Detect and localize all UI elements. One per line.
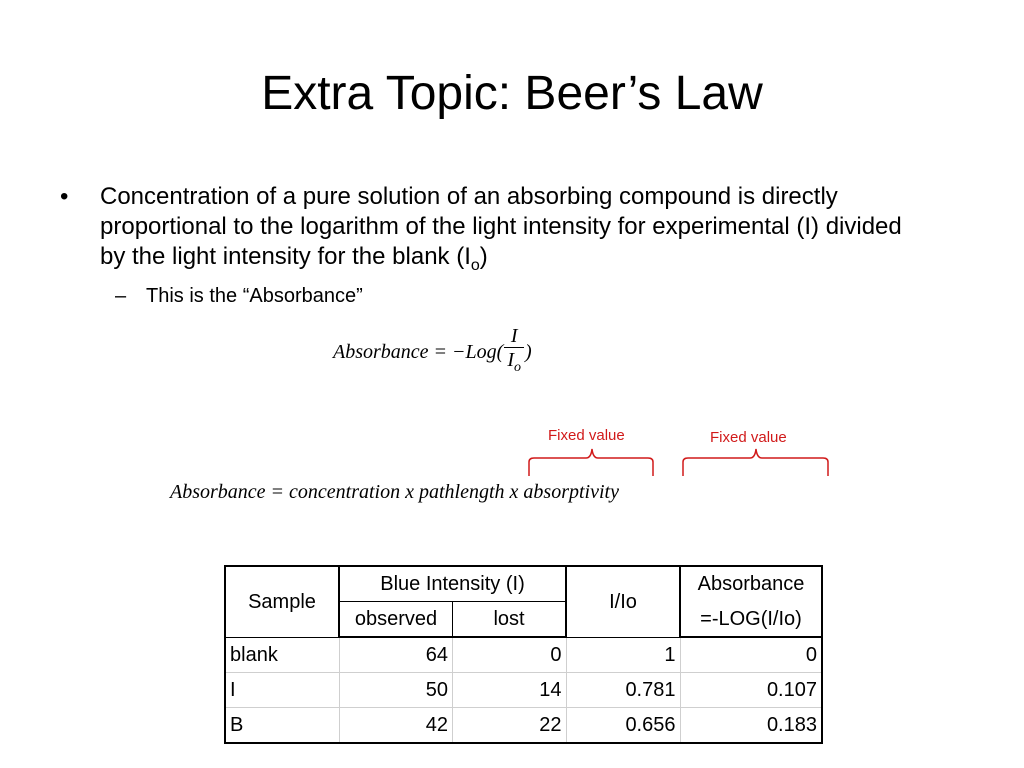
bullet-list bbox=[58, 182, 958, 309]
bullet-dot-icon: • bbox=[60, 183, 69, 210]
cell-observed: 50 bbox=[339, 673, 453, 708]
cell-ratio: 0.781 bbox=[566, 673, 680, 708]
sub-bullet-text: This is the “Absorbance” bbox=[146, 284, 363, 307]
cell-observed: 64 bbox=[339, 637, 453, 673]
absorbance-log-equation bbox=[333, 320, 532, 384]
brace-icon-absorptivity bbox=[680, 444, 832, 478]
cell-absorbance: 0 bbox=[680, 637, 822, 673]
bullet-item bbox=[58, 182, 958, 281]
slide-title: Extra Topic: Beer’s Law bbox=[261, 67, 763, 120]
table-row bbox=[225, 708, 822, 744]
bullet-text bbox=[100, 182, 920, 281]
cell-lost: 14 bbox=[453, 673, 567, 708]
cell-absorbance: 0.183 bbox=[766, 714, 817, 736]
bullet-closing: ) bbox=[479, 243, 488, 270]
absorbance-table bbox=[224, 565, 823, 744]
cell-sample: blank bbox=[225, 637, 339, 673]
cell-observed: 42 bbox=[339, 708, 453, 744]
cell-lost: 0 bbox=[453, 637, 567, 673]
cell-ratio: 1 bbox=[566, 637, 680, 673]
header-lost: lost bbox=[453, 602, 567, 638]
bullet-main-text: Concentration of a pure solution of an absorbing compound is directly proportional to the logarithm of the light intensity for experimental (I) divided by the light intensity for the blank (I bbox=[100, 183, 902, 270]
cell-ratio: 0.656 bbox=[566, 708, 680, 744]
fraction-denominator bbox=[504, 347, 524, 380]
cell-sample: B bbox=[225, 708, 339, 744]
sub-bullet-item bbox=[58, 283, 958, 309]
denominator-subscript: o bbox=[513, 359, 521, 375]
brace-icon-pathlength bbox=[526, 444, 656, 478]
equation1-lhs: Absorbance = −Log( bbox=[333, 340, 504, 363]
equation1-rhs: ) bbox=[524, 340, 532, 363]
cell-absorbance: 0.107 bbox=[680, 673, 822, 708]
table-row bbox=[225, 673, 822, 708]
fraction-numerator: I bbox=[510, 324, 518, 347]
header-ratio: I/Io bbox=[566, 566, 680, 637]
beer-law-equation: Absorbance = concentration x pathlength x absorptivity bbox=[170, 481, 619, 503]
bullet-subscript: o bbox=[470, 256, 480, 274]
header-observed: observed bbox=[339, 602, 453, 638]
header-blue-intensity: Blue Intensity (I) bbox=[339, 566, 566, 602]
dash-icon: – bbox=[115, 284, 127, 307]
equation1-fraction bbox=[504, 325, 524, 380]
header-sample: Sample bbox=[225, 566, 339, 637]
fixed-value-label-1: Fixed value bbox=[548, 427, 625, 444]
table-header-row-1 bbox=[225, 566, 822, 602]
header-absorbance-line1: Absorbance bbox=[697, 573, 805, 596]
denominator-base: I bbox=[507, 348, 514, 371]
cell-lost: 22 bbox=[453, 708, 567, 744]
table-row bbox=[225, 637, 822, 673]
header-absorbance-line2: =-LOG(I/Io) bbox=[680, 602, 822, 638]
fixed-value-label-2: Fixed value bbox=[710, 429, 787, 446]
cell-sample: I bbox=[225, 673, 339, 708]
